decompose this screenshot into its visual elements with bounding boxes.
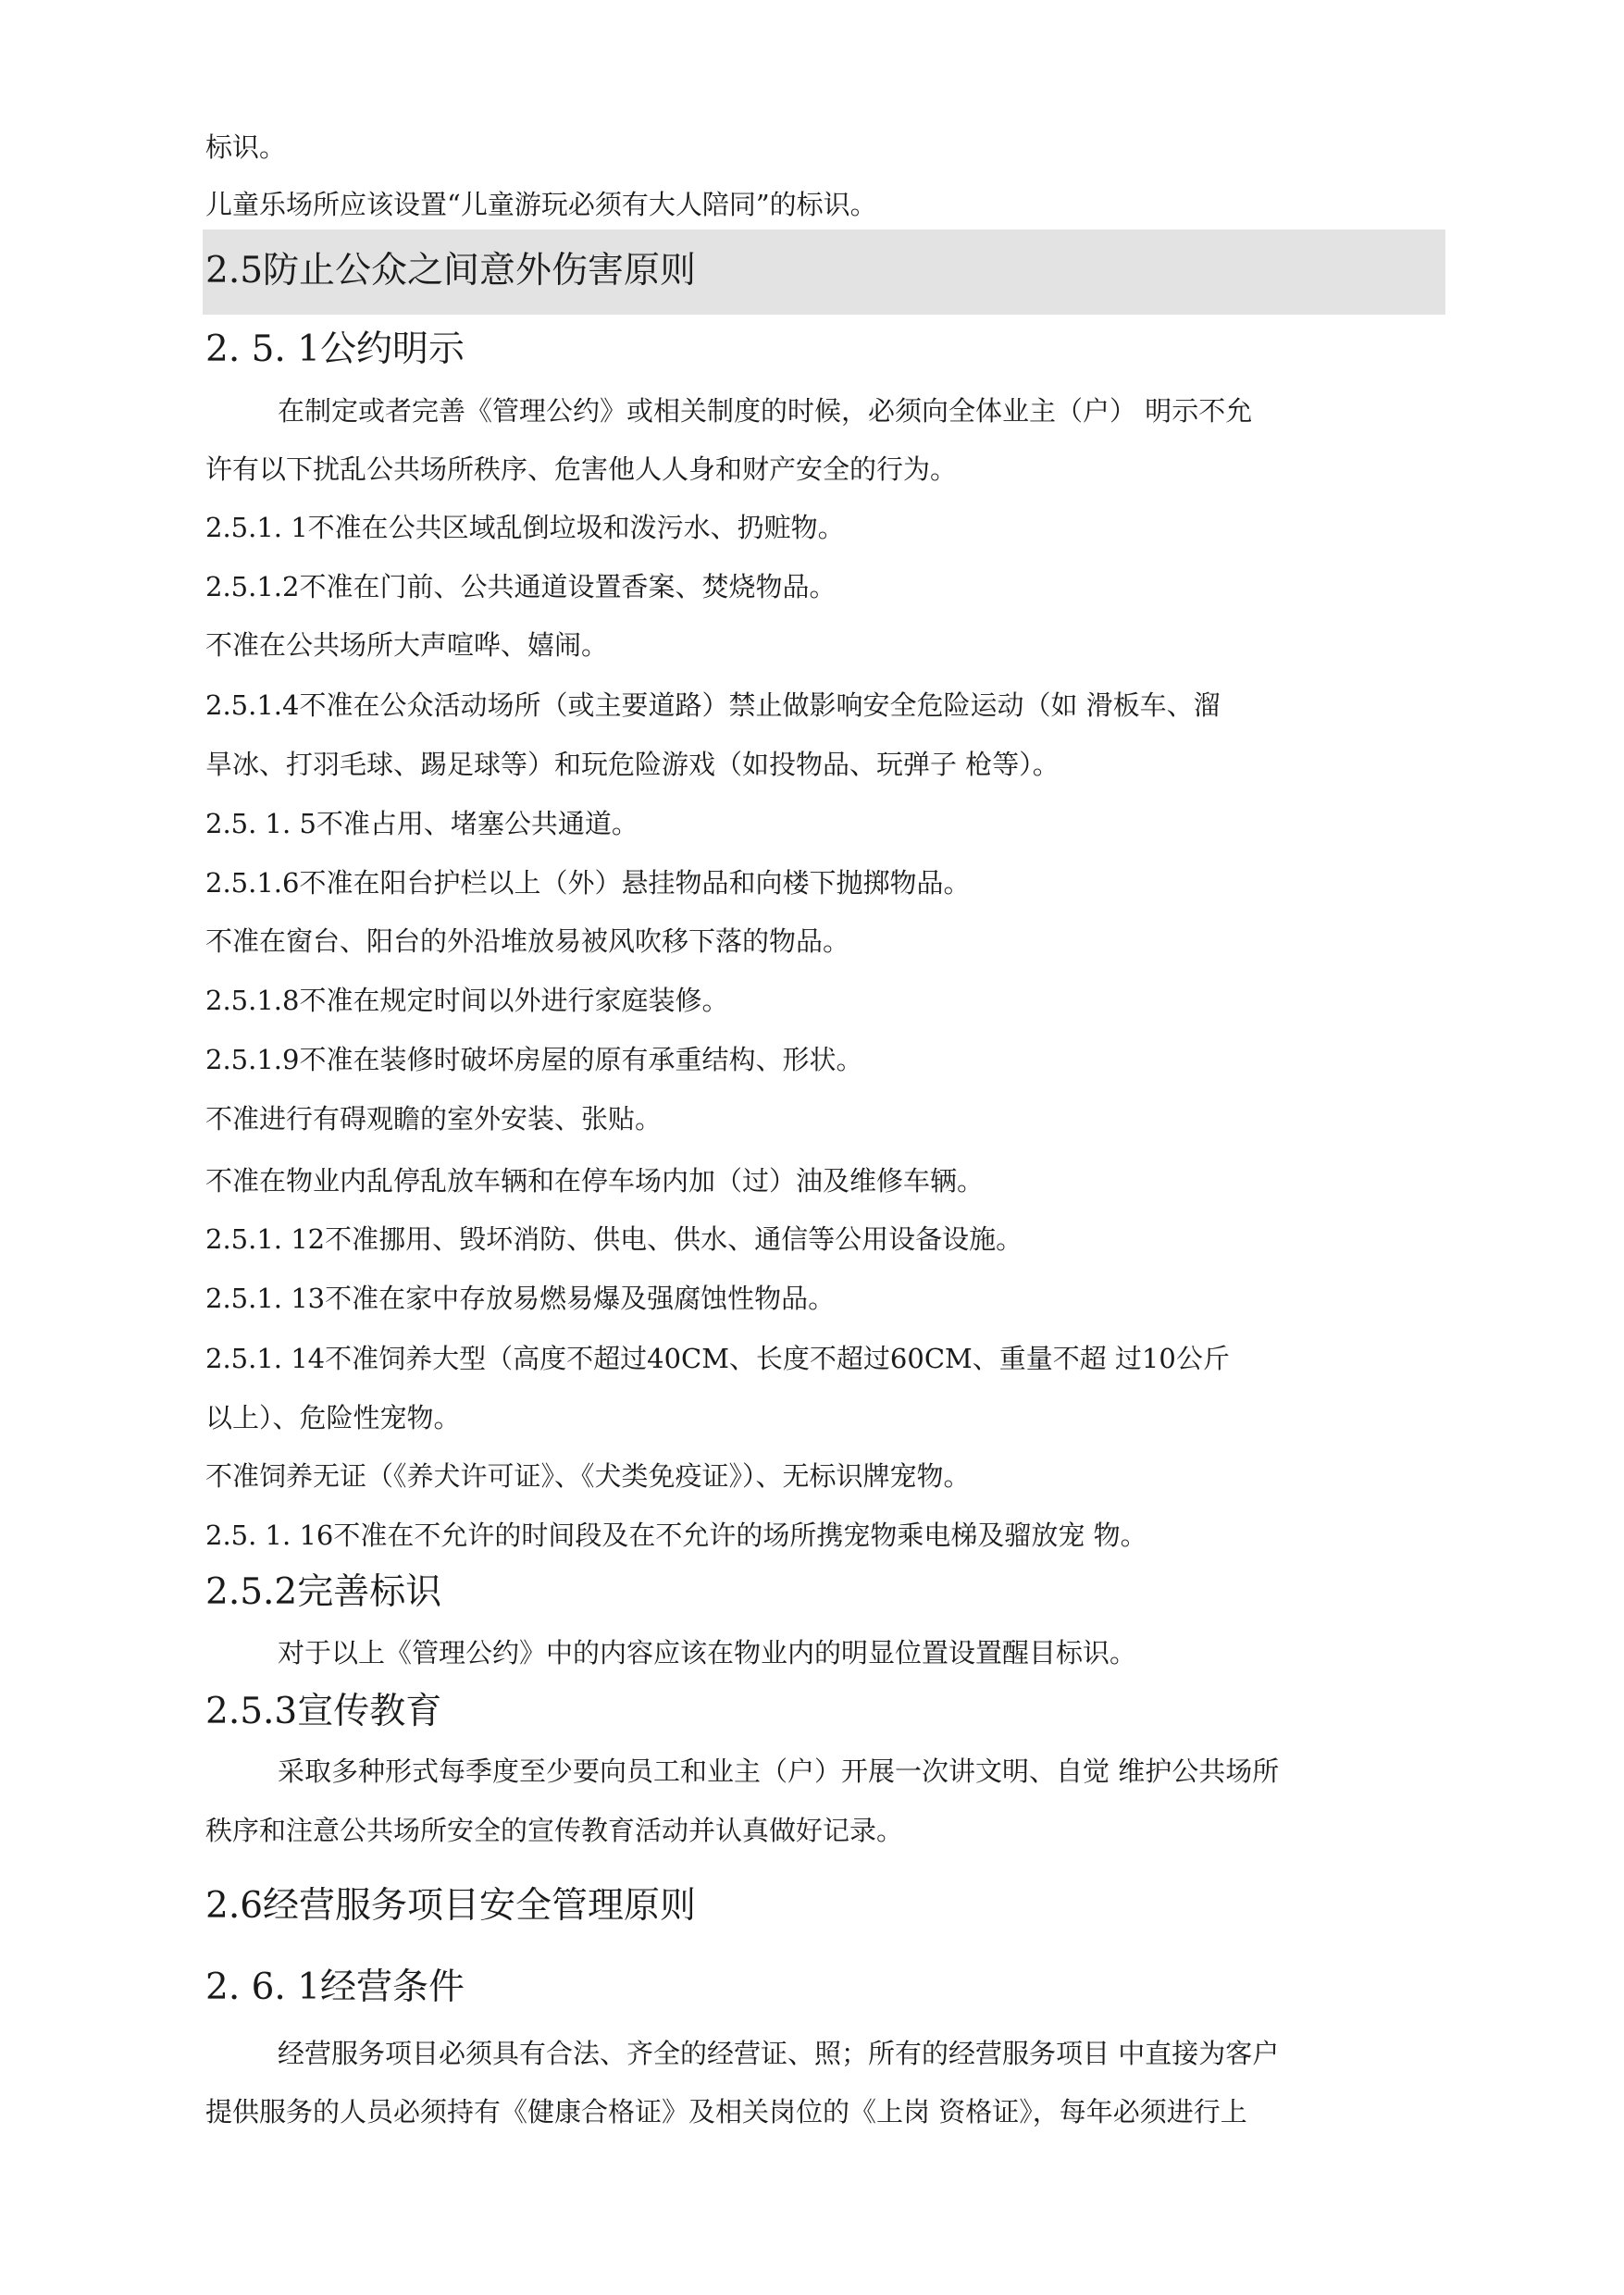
rule-item: 2.5.1. 13不准在家中存放易燃易爆及强腐蚀性物品。 [205,1283,836,1314]
rule-item-continuation: 旱冰、打羽毛球、踢足球等）和玩危险游戏（如投物品、玩弹子 枪等）。 [205,749,1060,780]
paragraph-line: 对于以上《管理公约》中的内容应该在物业内的明显位置设置醒目标识。 [278,1637,1137,1669]
paragraph-line: 提供服务的人员必须持有《健康合格证》及相关岗位的《上岗 资格证》，每年必须进行上 [205,2096,1247,2128]
rule-item: 不准在窗台、阳台的外沿堆放易被风吹移下落的物品。 [205,925,850,957]
paragraph-line: 标识。 [205,131,287,163]
rule-item: 不准在物业内乱停乱放车辆和在停车场内加（过）油及维修车辆。 [205,1165,985,1197]
subsection-heading-2-5-1: 2. 5. 1公约明示 [205,329,465,370]
paragraph-line: 采取多种形式每季度至少要向员工和业主（户）开展一次讲文明、自觉 维护公共场所 [278,1755,1280,1787]
rule-item: 2.5.1. 14不准饲养大型（高度不超过40CM、长度不超过60CM、重量不超 过10公斤 [205,1343,1230,1374]
rule-item: 2.5. 1. 16不准在不允许的时间段及在不允许的场所携宠物乘电梯及骝放宠 物。 [205,1520,1147,1551]
rule-item: 2.5. 1. 5不准占用、堵塞公共通道。 [205,808,638,839]
rule-item: 2.5.1. 1不准在公共区域乱倒垃圾和泼污水、扔赃物。 [205,512,845,543]
subsection-heading-2-5-2: 2.5.2完善标识 [205,1571,442,1613]
paragraph-line: 秩序和注意公共场所安全的宣传教育活动并认真做好记录。 [205,1815,904,1846]
rule-item: 2.5.1. 12不准挪用、毁坏消防、供电、供水、通信等公用设备设施。 [205,1223,1023,1255]
paragraph-line: 经营服务项目必须具有合法、齐全的经营证、照；所有的经营服务项目 中直接为客户 [278,2038,1280,2069]
rule-item: 2.5.1.9不准在装修时破坏房屋的原有承重结构、形状。 [205,1044,863,1075]
rule-item: 2.5.1.6不准在阳台护栏以上（外）悬挂物品和向楼下抛掷物品。 [205,867,971,899]
rule-item: 不准饲养无证（《养犬许可证》、《犬类免疫证》）、无标识牌宠物。 [205,1460,971,1492]
rule-item-continuation: 以上）、危险性宠物。 [205,1402,461,1433]
rule-item: 不准进行有碍观瞻的室外安装、张贴。 [205,1103,663,1135]
rule-item: 2.5.1.4不准在公众活动场所（或主要道路）禁止做影响安全危险运动（如 滑板车、溜 [205,689,1221,721]
rule-item: 不准在公共场所大声喧哗、嬉闹。 [205,629,609,661]
paragraph-line: 许有以下扰乱公共场所秩序、危害他人人身和财产安全的行为。 [205,453,958,485]
paragraph-line: 儿童乐场所应该设置“儿童游玩必须有大人陪同”的标识。 [205,189,877,220]
subsection-heading-2-5-3: 2.5.3宣传教育 [205,1691,442,1732]
paragraph-line: 在制定或者完善《管理公约》或相关制度的时候，必须向全体业主（户） 明示不允 [278,395,1253,427]
subsection-heading-2-6-1: 2. 6. 1经营条件 [205,1966,465,2008]
section-heading-2-5: 2.5防止公众之间意外伤害原则 [205,250,697,292]
rule-item: 2.5.1.8不准在规定时间以外进行家庭装修。 [205,985,729,1016]
rule-item: 2.5.1.2不准在门前、公共通道设置香案、焚烧物品。 [205,571,837,602]
section-heading-2-6: 2.6经营服务项目安全管理原则 [205,1885,697,1927]
